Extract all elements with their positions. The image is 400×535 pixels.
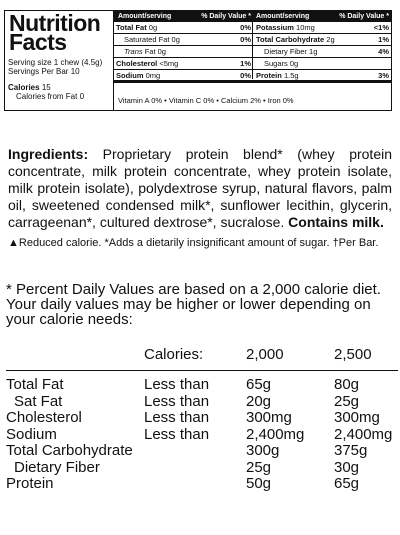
header-2000: 2,000	[246, 346, 284, 363]
calories-from-fat: Calories from Fat 0	[16, 92, 85, 101]
nutrient-table-header	[114, 11, 391, 22]
column-divider	[252, 22, 253, 79]
nutrient-table	[114, 11, 391, 83]
vitamins-line: Vitamin A 0% • Vitamin C 0% • Calcium 2% • Iron 0%	[118, 96, 294, 105]
table-row: Sodium Less than 2,400mg 2,400mg	[6, 425, 393, 443]
servings-per-bar: Servings Per Bar 10	[8, 67, 80, 76]
header-2500: 2,500	[334, 346, 372, 363]
ingredients-label: Ingredients:	[8, 146, 89, 162]
header-amount-right: Amount/serving	[256, 13, 310, 20]
panel-left-column	[5, 11, 114, 110]
nutrient-row: Trans Fat 0g Dietary Fiber 1g 4%	[114, 46, 391, 58]
serving-info	[8, 58, 102, 76]
header-calories: Calories:	[144, 346, 204, 363]
nutrient-row: Cholesterol <5mg 1% Sugars 0g	[114, 58, 391, 70]
table-row: Total Carbohydrate 300g 375g	[6, 442, 368, 459]
ingredients-text: Proprietary protein blend* (whey protein concentrate, milk protein concentrate, whey protein isolate, milk protein isolate), polydextrose syrup, natural flavors, palm oil, sweetened condensed milk*, sunflower lecithin, glycerin, carrageenan*, cultured dextrose*, sucralose.	[8, 146, 392, 230]
header-amount-left: Amount/serving	[118, 13, 172, 20]
ingredients-footnote: ▲Reduced calorie. *Adds a dietarily insignificant amount of sugar. †Per Bar.	[8, 237, 379, 249]
calories-value: 15	[41, 83, 51, 92]
serving-size: Serving size 1 chew (4.5g)	[8, 58, 103, 67]
panel-title: Nutrition Facts	[9, 10, 101, 55]
nutrient-row: Saturated Fat 0g 0% Total Carbohydrate 2g 1%	[114, 34, 391, 46]
daily-values-intro: * Percent Daily Values are based on a 2,000 calorie diet. Your daily values may be higher or lower depending on your calorie needs:	[6, 281, 381, 328]
nutrient-row: Total Fat 0g 0% Potassium 10mg <1%	[116, 23, 389, 32]
table-row: Total Fat Less than 65g 80g	[6, 376, 360, 393]
calories-info	[8, 83, 84, 101]
nutrition-facts-panel	[4, 10, 392, 111]
daily-values-header	[6, 346, 398, 366]
calories-label: Calories	[8, 83, 40, 92]
daily-values-table	[6, 346, 398, 492]
table-row: Dietary Fiber 25g 30g	[14, 458, 360, 476]
header-dv-right: % Daily Value *	[339, 13, 389, 20]
ingredients-paragraph	[8, 146, 392, 231]
header-dv-left: % Daily Value *	[201, 13, 251, 20]
nutrient-row: Sodium 0mg 0% Protein 1.5g 3%	[114, 70, 391, 83]
table-row: Sat Fat Less than 20g 25g	[14, 392, 360, 410]
contains-milk: Contains milk.	[288, 214, 384, 230]
table-row: Protein 50g 65g	[6, 475, 360, 492]
daily-values-rule	[6, 370, 398, 371]
table-row: Cholesterol Less than 300mg 300mg	[6, 409, 380, 426]
